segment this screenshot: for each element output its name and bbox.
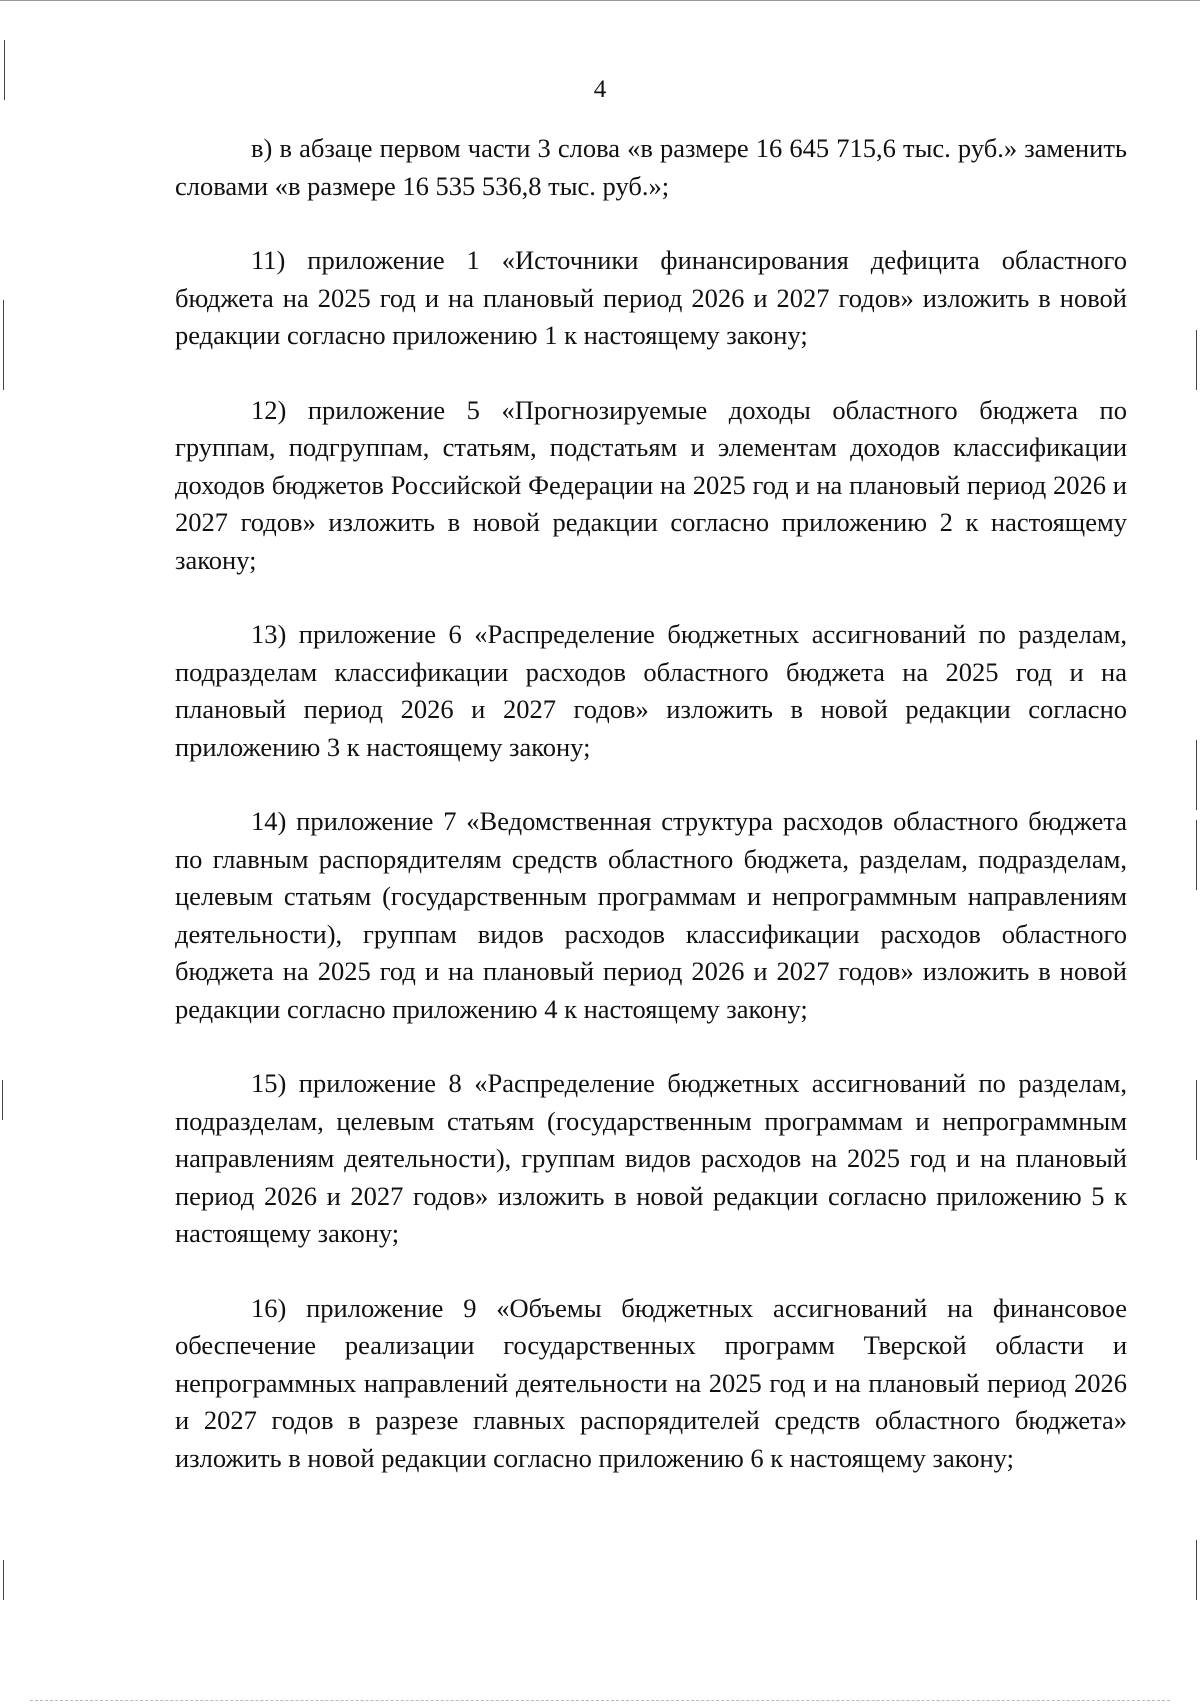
scan-edge-mark: [1196, 740, 1197, 810]
paragraph-item-14: 14) приложение 7 «Ведомственная структура расходов областного бюджета по главным распорядителям средств областного бюджета, разделам, подразделам, целевым статьям (государственным программам и непрограммным направлениям деятельности), группам видов расходов классификации расходов областного бюджета на 2025 год и на плановый период 2026 и 2027 годов» изложить в новой редакции согласно приложению 4 к настоящему закону;: [175, 806, 1127, 1024]
paragraph-item-13: 13) приложение 6 «Распределение бюджетных ассигнований по разделам, подразделам классификации расходов областного бюджета на 2025 год и на плановый период 2026 и 2027 годов» изложить в новой редакции согласно приложению 3 к настоящему закону;: [175, 619, 1127, 762]
paragraph-item-15: 15) приложение 8 «Распределение бюджетных ассигнований по разделам, подразделам, целевым статьям (государственным программам и непрограммным направлениям деятельности), группам видов расходов на 2025 год и на плановый период 2026 и 2027 годов» изложить в новой редакции согласно приложению 5 к настоящему закону;: [175, 1068, 1127, 1248]
scan-top-edge: [0, 0, 1200, 1]
scan-bottom-edge: [30, 1700, 1170, 1701]
scan-edge-mark: [2, 1080, 3, 1120]
paragraph-item-11: 11) приложение 1 «Источники финансирования дефицита областного бюджета на 2025 год и на плановый период 2026 и 2027 годов» изложить в новой редакции согласно приложению 1 к настоящему закону;: [175, 245, 1127, 350]
scan-edge-mark: [1196, 330, 1197, 390]
paragraph-item-12: 12) приложение 5 «Прогнозируемые доходы областного бюджета по группам, подгруппам, статьям, подстатьям и элементам доходов классификации доходов бюджетов Российской Федерации на 2025 год и на плановый период 2026 и 2027 годов» изложить в новой редакции согласно приложению 2 к настоящему закону;: [175, 394, 1127, 575]
paragraph-item-16: 16) приложение 9 «Объемы бюджетных ассигнований на финансовое обеспечение реализации государственных программ Тверской области и непрограммных направлений деятельности на 2025 год и на плановый период 2026 и 2027 годов в разрезе главных распорядителей средств областного бюджета» изложить в новой редакции согласно приложению 6 к настоящему закону;: [175, 1292, 1127, 1473]
scan-edge-mark: [1196, 1540, 1197, 1600]
paragraph-item-v: в) в абзаце первом части 3 слова «в размере 16 645 715,6 тыс. руб.» заменить словами «в размере 16 535 536,8 тыс. руб.»;: [175, 133, 1127, 201]
page-number: 4: [593, 76, 607, 103]
scan-edge-mark: [1196, 1080, 1197, 1160]
document-body: [175, 130, 1127, 1477]
scan-edge-mark: [3, 1560, 4, 1600]
scan-edge-mark: [1196, 820, 1197, 890]
scan-edge-mark: [3, 300, 4, 390]
